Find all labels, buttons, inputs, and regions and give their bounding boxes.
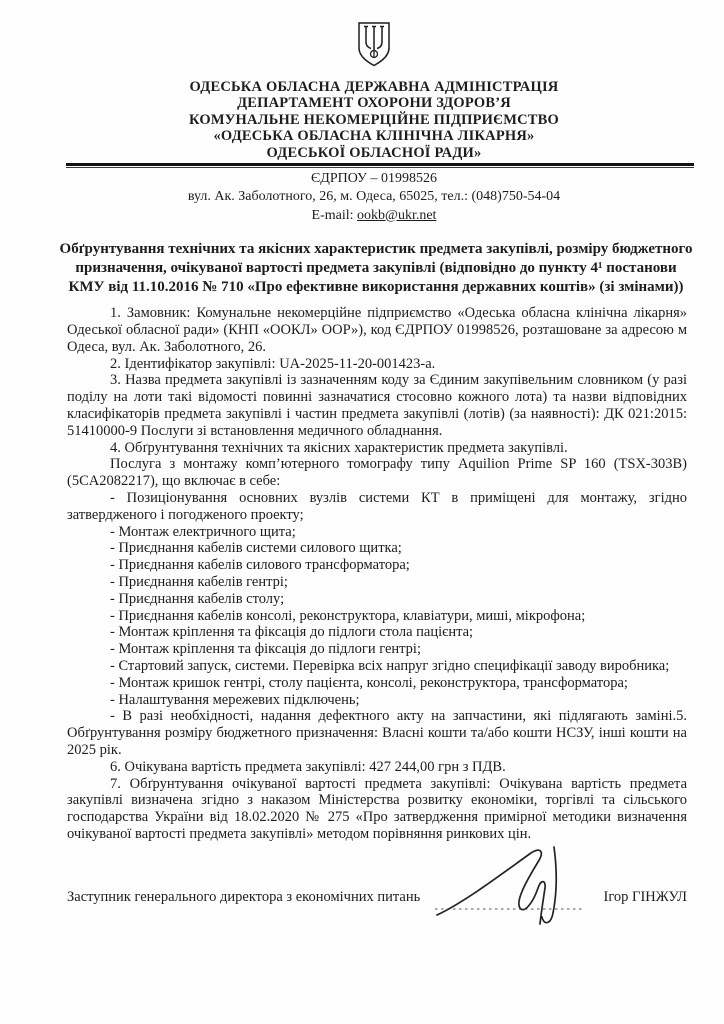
list-item: - Приєднання кабелів гентрі;	[110, 574, 288, 590]
address-phone-line: вул. Ак. Заболотного, 26, м. Одеса, 65025, тел.: (048)750-54-04	[187, 189, 561, 205]
signer-name: Ігор ГІНЖУЛ	[603, 888, 687, 905]
list-item: - Монтаж кришок гентрі, столу пацієнта, консолі, реконструктора, трансформатора;	[110, 674, 628, 691]
list-item: - Приєднання кабелів консолі, реконструктора, клавіатури, миші, мікрофона;	[110, 607, 586, 624]
emblem-container	[0, 0, 724, 68]
email-address: ookb@ukr.net	[357, 207, 437, 223]
list-item: - Налаштування мережевих підключень;	[110, 691, 360, 708]
list-item: - Приєднання кабелів силового трансформатора;	[110, 557, 410, 574]
list-item-budget-justification: - В разі необхідності, надання дефектного акту на запчастини, які підлягають заміні.5. Обґрунтування розміру бюджетного призначення: Власні кошти та/або кошти НСЗУ, інші кошти на 2025 рік.	[67, 708, 687, 758]
list-item: - Стартовий запуск, системи. Перевірка всіх напруг згідно специфікації заводу виробника;	[110, 657, 670, 674]
contact-block	[0, 170, 724, 225]
list-item: - Монтаж кріплення та фіксація до підлоги стола пацієнта;	[110, 624, 474, 641]
organization-header	[0, 79, 724, 161]
email-label: E-mail:	[311, 207, 358, 223]
paragraph-service-description: Послуга з монтажу комп’ютерного томографу типу Aquilion Prime SP 160 (TSX-303B) (5CA2082217), що включає в себе:	[67, 456, 687, 490]
org-line: КОМУНАЛЬНЕ НЕКОМЕРЦІЙНЕ ПІДПРИЄМСТВО	[189, 111, 559, 128]
paragraph-value-justification: 7. Обґрунтування очікуваної вартості предмета закупівлі: Очікувана вартість предмета закупівлі визначена згідно з наказом Міністерства розвитку економіки, торгівлі та сільського господарства України від 18.02.2020 № 275 «Про затвердження примірної методики визначення очікуваної вартості предмета закупівлі» методом порівняння ринкових цін.	[67, 775, 687, 842]
list-item: - Приєднання кабелів столу;	[110, 590, 285, 607]
paragraph-subject-name: 3. Назва предмета закупівлі із зазначенням коду за Єдиним закупівельним словником (у разі поділу на лоти такі відомості повинні зазначатися стосовно кожного лота) та назви відповідних класифікаторів предмета закупівлі і частин предмета закупівлі (лотів) (за наявності): ДК 021:2015: 51410000-9 Послуги зі встановлення медичного обладнання.	[67, 372, 687, 439]
handwritten-signature-icon	[433, 845, 593, 937]
signature-block	[67, 861, 687, 957]
paragraph-expected-value: 6. Очікувана вартість предмета закупівлі: 427 244,00 грн з ПДВ.	[110, 758, 506, 775]
org-line: «ОДЕСЬКА ОБЛАСНА КЛІНІЧНА ЛІКАРНЯ»	[213, 128, 535, 145]
list-item: - Позиціонування основних вузлів системи КТ в приміщені для монтажу, згідно затвердженого і погодженого проекту;	[67, 490, 687, 523]
list-item: - Монтаж електричного щита;	[110, 523, 296, 540]
ukraine-trident-icon	[355, 21, 393, 68]
list-item: - Монтаж кріплення та фіксація до підлоги гентрі;	[110, 641, 421, 658]
org-line: ОДЕСЬКОЇ ОБЛАСНОЇ РАДИ»	[266, 144, 482, 161]
paragraph-customer: 1. Замовник: Комунальне некомерційне підприємство «Одеська обласна клінічна лікарня» Одеської обласної ради» (КНП «ООКЛ» ООР»), код ЄДРПОУ 01998526, розташоване за адресою м Одеса, вул. Ак. Заболотного, 26.	[67, 305, 687, 355]
document-body	[67, 305, 687, 843]
list-item: - Приєднання кабелів системи силового щитка;	[110, 540, 402, 557]
org-line: ОДЕСЬКА ОБЛАСНА ДЕРЖАВНА АДМІНІСТРАЦІЯ	[189, 79, 559, 95]
paragraph-procurement-id: 2. Ідентифікатор закупівлі: UA-2025-11-20-001423-а.	[110, 355, 436, 372]
header-divider-rule	[66, 163, 694, 168]
edrpou-line: ЄДРПОУ – 01998526	[311, 171, 437, 187]
email-line	[44, 207, 704, 225]
document-title: Обґрунтування технічних та якісних характеристик предмета закупівлі, розміру бюджетного призначення, очікуваної вартості предмета закупівлі (відповідно до пункту 4¹ постанови КМУ від 11.10.2016 № 710 «Про ефективне використання державних коштів» (зі змінами))	[59, 241, 693, 296]
org-line: ДЕПАРТАМЕНТ ОХОРОНИ ЗДОРОВ’Я	[237, 95, 511, 112]
paragraph-justification-heading: 4. Обґрунтування технічних та якісних характеристик предмета закупівлі.	[110, 439, 568, 456]
signer-position: Заступник генерального директора з економічних питань	[67, 888, 421, 905]
